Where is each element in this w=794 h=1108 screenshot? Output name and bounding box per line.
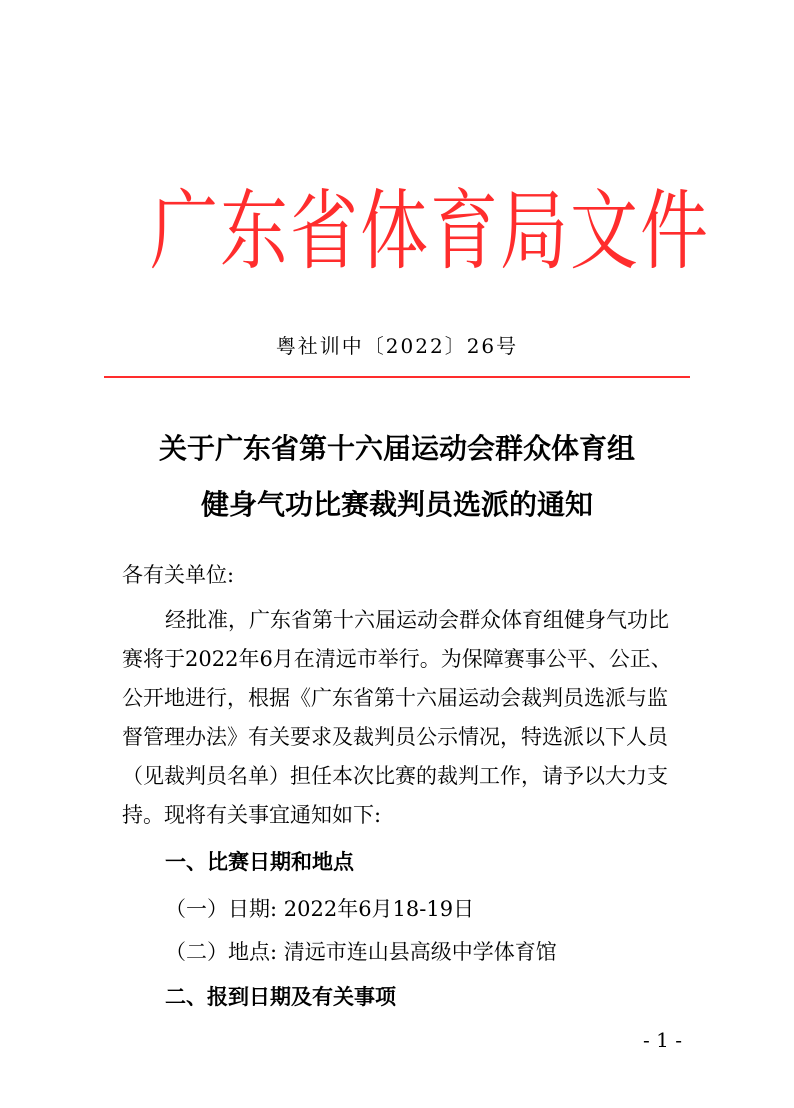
red-divider-line — [104, 376, 690, 378]
paragraph-line-4: 督管理办法》有关要求及裁判员公示情况，特选派以下人员 — [122, 725, 668, 749]
section-1-item-2: （二）地点: 清远市连山县高级中学体育馆 — [165, 940, 557, 964]
salutation: 各有关单位: — [122, 563, 235, 587]
notice-title-line-2: 健身气功比赛裁判员选派的通知 — [200, 488, 593, 521]
masthead-title: 广东省体育局文件 — [150, 181, 711, 283]
paragraph-line-3: 公开地进行，根据《广东省第十六届运动会裁判员选派与监 — [122, 686, 668, 710]
section-1-item-1: （一）日期: 2022年6月18-19日 — [165, 897, 475, 921]
paragraph-line-5: （见裁判员名单）担任本次比赛的裁判工作，请予以大力支 — [122, 764, 668, 788]
paragraph-line-1: 经批准，广东省第十六届运动会群众体育组健身气功比 — [165, 608, 669, 632]
document-number: 粤社训中〔2022〕26号 — [275, 334, 519, 358]
notice-title-line-1: 关于广东省第十六届运动会群众体育组 — [158, 432, 635, 465]
section-1-heading: 一、比赛日期和地点 — [165, 850, 354, 874]
paragraph-line-6: 持。现将有关事宜通知如下: — [122, 803, 382, 827]
page-number: - 1 - — [643, 1028, 682, 1052]
section-2-heading: 二、报到日期及有关事项 — [165, 985, 396, 1009]
paragraph-line-2: 赛将于2022年6月在清远市举行。为保障赛事公平、公正、 — [122, 647, 672, 671]
